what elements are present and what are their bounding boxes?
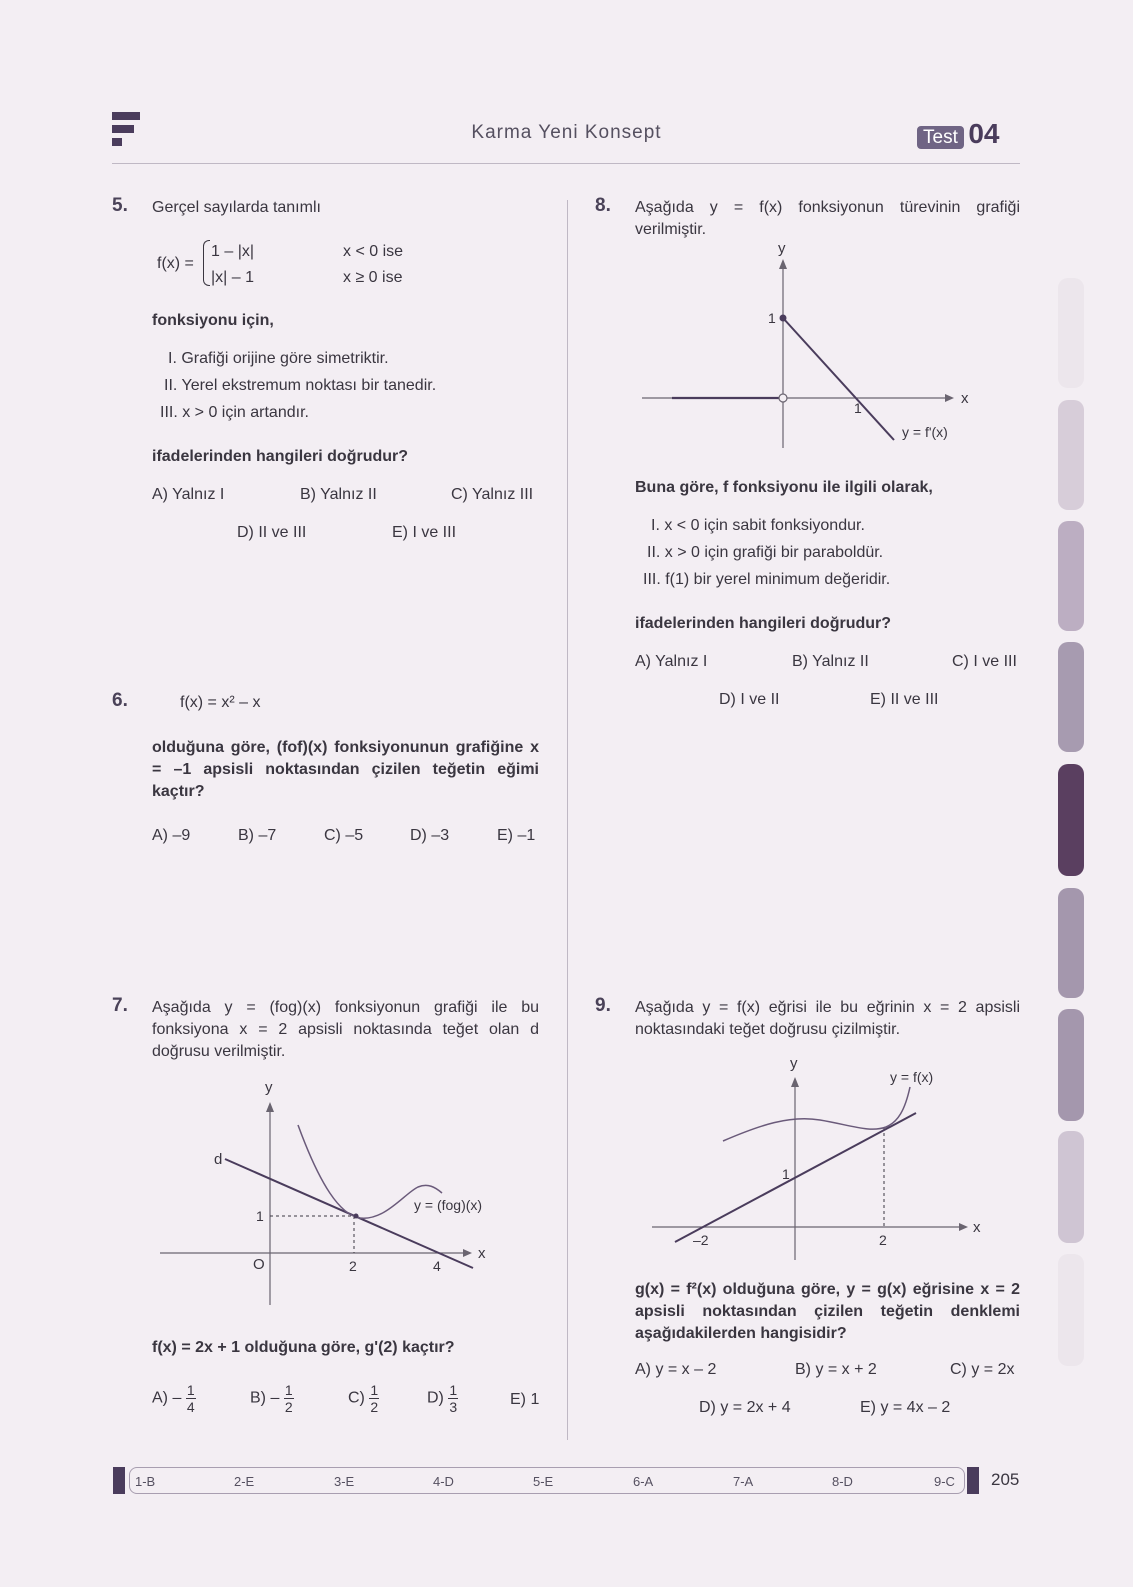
y-axis-arrow: [791, 1077, 799, 1087]
side-tab: [1058, 1009, 1084, 1121]
side-tab: [1058, 400, 1084, 510]
answer-option[interactable]: E) y = 4x – 2: [860, 1399, 951, 1416]
curve-label: y = (fog)(x): [414, 1197, 483, 1213]
answer-option[interactable]: A) – $\frac{1}{4}$: [152, 1382, 195, 1415]
answer-option[interactable]: D) –3: [410, 827, 450, 844]
question-7-graph: [150, 1075, 500, 1315]
question-5-intro: Gerçel sayılarda tanımlı: [152, 199, 321, 216]
answer-key-item: 5-E: [533, 1474, 554, 1489]
footer-bar-right: [967, 1467, 979, 1494]
answer-option[interactable]: D) y = 2x + 4: [699, 1399, 791, 1416]
x-axis-label: x: [973, 1219, 981, 1236]
question-7-intro: Aşağıda y = (fog)(x) fonksiyonun grafiği ile bu fonksiyona x = 2 apsisli noktasında teğet olan d doğrusu verilmiştir.: [152, 999, 539, 1060]
question-7-options: [152, 1378, 542, 1422]
side-tab: [1058, 1254, 1084, 1366]
question-6-function: f(x) = x² – x: [180, 694, 261, 711]
x-tick-label: 1: [854, 400, 862, 416]
answer-option[interactable]: C) Yalnız III: [451, 486, 534, 503]
answer-key-item: 2-E: [234, 1474, 255, 1489]
header-title: Karma Yeni Konsept: [471, 122, 662, 143]
answer-option[interactable]: D) I ve II: [719, 691, 780, 708]
answer-option[interactable]: C) y = 2x: [950, 1361, 1015, 1378]
question-9-intro: Aşağıda y = f(x) eğrisi ile bu eğrinin x = 2 apsisli noktasındaki teğet doğrusu çizilmiştir.: [635, 999, 1020, 1038]
page-number: 205: [991, 1470, 1020, 1489]
piecewise-case-2-condition: x ≥ 0 ise: [343, 269, 403, 286]
side-tab: [1058, 1131, 1084, 1243]
question-7-question: f(x) = 2x + 1 olduğuna göre, g'(2) kaçtır?: [152, 1339, 455, 1356]
question-5-question: ifadelerinden hangileri doğrudur?: [152, 448, 409, 465]
test-number: 04: [968, 118, 1000, 149]
statement: III. f(1) bir yerel minimum değeridir.: [643, 571, 891, 588]
side-tab: [1058, 278, 1084, 388]
x-axis-label: x: [478, 1245, 486, 1262]
test-label: [917, 118, 999, 150]
piecewise-function-label: f(x) =: [157, 255, 194, 272]
answer-option[interactable]: D) $\frac{1}{3}$: [427, 1382, 458, 1415]
y-tick-label: 1: [782, 1166, 790, 1182]
y-axis-arrow: [779, 259, 787, 269]
y-tick-label: 1: [768, 310, 776, 326]
statement: III. x > 0 için artandır.: [160, 404, 309, 421]
question-8-number: 8.: [595, 195, 611, 216]
answer-key-item: 7-A: [733, 1474, 754, 1489]
answer-option[interactable]: D) II ve III: [237, 524, 307, 541]
statement: I. Grafiği orijine göre simetriktir.: [168, 350, 389, 367]
answer-option[interactable]: A) Yalnız I: [635, 653, 708, 670]
answer-key-item: 9-C: [934, 1474, 955, 1489]
line-d-label: d: [214, 1151, 223, 1168]
footer-bar-left: [113, 1467, 125, 1494]
answer-option[interactable]: E) 1: [510, 1391, 540, 1408]
answer-option[interactable]: C) –5: [324, 827, 364, 844]
derivative-right-part: [783, 318, 894, 440]
answer-option[interactable]: B) – $\frac{1}{2}$: [250, 1382, 293, 1415]
x-tick-label: 4: [433, 1258, 441, 1274]
question-6-question: olduğuna göre, (fof)(x) fonksiyonunun grafiğine x = –1 apsisli noktasından çizilen teğetin eğimi kaçtır?: [152, 739, 539, 800]
x-tick-label: –2: [693, 1232, 709, 1248]
answer-option[interactable]: A) y = x – 2: [635, 1361, 717, 1378]
question-9-graph: [650, 1055, 990, 1265]
question-8-graph: [640, 238, 980, 450]
answer-key-item: 4-D: [433, 1474, 454, 1489]
piecewise-case-1-condition: x < 0 ise: [343, 243, 404, 260]
side-tab-active: [1058, 764, 1084, 876]
x-axis-arrow: [959, 1223, 968, 1231]
x-axis-arrow: [463, 1249, 472, 1257]
column-divider: [567, 200, 568, 1440]
x-axis-label: x: [961, 390, 969, 407]
question-7-number: 7.: [112, 995, 128, 1016]
y-axis-label: y: [790, 1055, 798, 1072]
question-9-number: 9.: [595, 995, 611, 1016]
y-tick-label: 1: [256, 1208, 264, 1224]
question-8-intro: Aşağıda y = f(x) fonksiyonun türevinin grafiği verilmiştir.: [635, 199, 1020, 238]
origin-label: O: [253, 1256, 265, 1273]
header-divider: [112, 163, 1020, 164]
question-6-number: 6.: [112, 690, 128, 711]
side-tab: [1058, 642, 1084, 752]
answer-option[interactable]: B) y = x + 2: [795, 1361, 877, 1378]
answer-option[interactable]: B) Yalnız II: [792, 653, 869, 670]
answer-option[interactable]: C) I ve III: [952, 653, 1017, 670]
x-tick-label: 2: [879, 1232, 887, 1248]
question-8-lead: Buna göre, f fonksiyonu ile ilgili olarak,: [635, 479, 933, 496]
y-axis-label: y: [778, 240, 786, 257]
statement: II. Yerel ekstremum noktası bir tanedir.: [164, 377, 437, 394]
curve-label: y = f(x): [890, 1069, 934, 1085]
answer-key-item: 6-A: [633, 1474, 654, 1489]
answer-option[interactable]: C) $\frac{1}{2}$: [348, 1382, 379, 1415]
statement: II. x > 0 için grafiği bir paraboldür.: [647, 544, 884, 561]
answer-option[interactable]: B) Yalnız II: [300, 486, 377, 503]
answer-option[interactable]: E) –1: [497, 827, 536, 844]
answer-key-item: 8-D: [832, 1474, 853, 1489]
curve-label: y = f'(x): [902, 424, 948, 440]
answer-option[interactable]: B) –7: [238, 827, 277, 844]
piecewise-case-1-expression: 1 – |x|: [211, 243, 254, 260]
statement: I. x < 0 için sabit fonksiyondur.: [651, 517, 865, 534]
question-5-lead: fonksiyonu için,: [152, 312, 274, 329]
x-axis-arrow: [945, 394, 954, 402]
y-axis-label: y: [265, 1079, 273, 1096]
question-8-question: ifadelerinden hangileri doğrudur?: [635, 615, 892, 632]
y-axis-arrow: [266, 1102, 274, 1112]
test-badge: Test: [917, 126, 964, 149]
question-9-question: g(x) = f²(x) olduğuna göre, y = g(x) eğrisine x = 2 apsisli noktasından çizilen teğetin denklemi aşağıdakilerden hangisidir?: [635, 1281, 1020, 1342]
question-5-number: 5.: [112, 195, 128, 216]
side-tab: [1058, 888, 1084, 998]
side-tab: [1058, 521, 1084, 631]
answer-option[interactable]: A) –9: [152, 827, 191, 844]
answer-option[interactable]: E) II ve III: [870, 691, 939, 708]
f-curve: [723, 1087, 910, 1141]
answer-option[interactable]: E) I ve III: [392, 524, 457, 541]
answer-key-item: 1-B: [135, 1474, 156, 1489]
answer-option[interactable]: A) Yalnız I: [152, 486, 225, 503]
tangent-point: [354, 1214, 359, 1219]
open-point: [779, 394, 787, 402]
x-tick-label: 2: [349, 1258, 357, 1274]
piecewise-brace: [203, 240, 210, 286]
piecewise-case-2-expression: |x| – 1: [211, 269, 254, 286]
answer-key-item: 3-E: [334, 1474, 355, 1489]
